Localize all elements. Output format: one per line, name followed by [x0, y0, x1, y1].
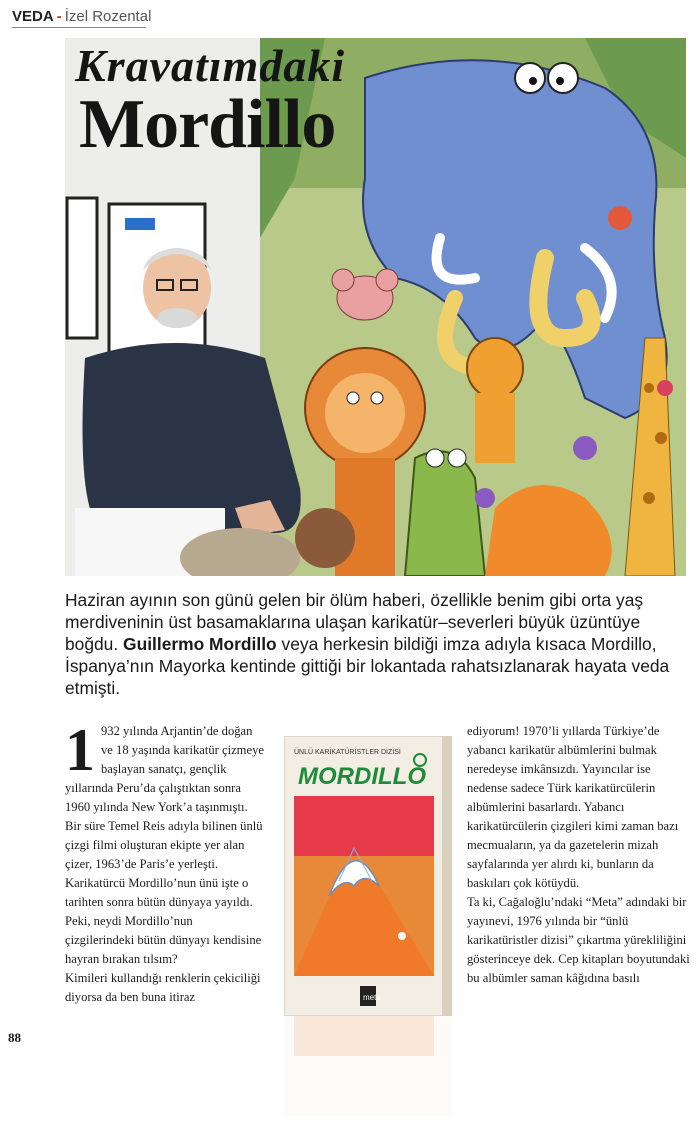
- header-separator: -: [56, 8, 62, 25]
- dropcap: 1: [65, 717, 95, 783]
- author-name: İzel Rozental: [64, 8, 152, 25]
- book-cover-reflection-illustration: [284, 1016, 452, 1116]
- body-column-right: [467, 722, 692, 988]
- lead-paragraph: [65, 589, 690, 699]
- lead-text-part2: veya herkesin bildiği imza adıyla kısaca Mordillo, İspanya’nın Mayorka kentinde gittiği bir lokantada rahatsızlanarak hayata veda etmişti.: [65, 634, 670, 698]
- article-title-line1: Kravatımdaki: [75, 40, 346, 91]
- book-series-label: ÜNLÜ KARİKATÜRİSTLER DİZİSİ: [294, 749, 401, 756]
- body-paragraph: 932 yılında Arjantin’de doğan ve 18 yaşında karikatür çizmeye başlayan sanatçı, gençlik yıllarında Peru’da çalıştıktan sonra 1960 yılında New York’a taşınmıştı. Bir süre Temel Reis adıyla bilinen ünlü çizgi filmi oluşturan ekipte yer alan çizer, 1963’de Paris’e yerleşti. Karikatürcü Mordillo’nun ünü işte o tarihten sonra bütün dünyaya yayıldı. Peki, neydi Mordillo’nun çizgilerindeki bütün dünyayı kendisine hayran bırakan tılsım?: [65, 724, 264, 966]
- body-paragraph: Kimileri kullandığı renklerin çekiciliği diyorsa da ben buna itiraz: [65, 971, 261, 1004]
- book-cover: [284, 736, 452, 1016]
- book-cover-reflection: [284, 1016, 452, 1116]
- lead-text-part1: Haziran ayının son günü gelen bir ölüm haberi, özellikle benim gibi orta yaş merdiveninin üst basamaklarına ulaşan karikatür–severleri büyük üzüntüye boğdu.: [65, 590, 644, 654]
- article-title: [75, 40, 346, 163]
- page-number: 88: [8, 1030, 21, 1045]
- body-column-left: [65, 717, 265, 1007]
- body-paragraph: ediyorum! 1970’li yıllarda Türkiye’de yabancı karikatür albümlerini bulmak neredeyse imkânsızdı. Yayıncılar ise nedense sadece Türk karikatürcülerin albümlerini basarlardı. Yabancı karikatürcülerin çizgileri kimi zaman bazı mecmuaların, ya da gazetelerin mizah sayfalarında yer alırdı ki, bunların da baskıları çok kötüydü.: [467, 724, 679, 890]
- book-title-label: MORDILLO: [298, 763, 426, 790]
- section-header: [12, 6, 151, 28]
- section-label: VEDA: [12, 8, 54, 25]
- book-cover-illustration: [284, 736, 452, 1016]
- book-publisher-label: meta: [363, 993, 381, 1002]
- header-rule: [12, 27, 146, 28]
- article-title-line2: Mordillo: [79, 86, 336, 163]
- body-paragraph: Ta ki, Cağaloğlu’ndaki “Meta” adındaki bir yayınevi, 1976 yılında bir “ünlü karikatüristler dizisi” çıkartma yürekliliğini gösterinceye dek. Cep kitapları boyutundaki bu albümler saman kâğıdına basılı: [467, 895, 690, 985]
- lead-name: Guillermo Mordillo: [123, 634, 277, 654]
